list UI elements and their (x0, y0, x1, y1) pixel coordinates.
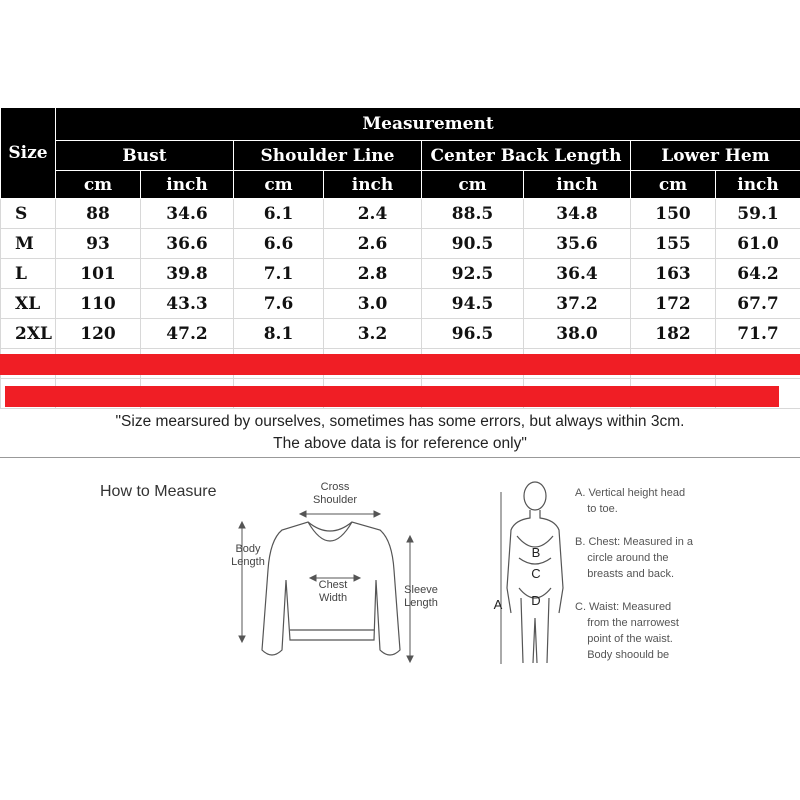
how-to-measure-title: How to Measure (100, 483, 217, 500)
value-cell: 34.6 (141, 199, 234, 229)
group-header-shoulder-line: Shoulder Line (234, 141, 422, 171)
value-cell: 8.1 (234, 319, 324, 349)
redaction-bar (5, 386, 779, 407)
value-cell: 36.4 (524, 259, 631, 289)
value-cell: 155 (631, 229, 716, 259)
value-cell: 92.5 (422, 259, 524, 289)
redaction-bar (0, 354, 800, 375)
value-cell: 90.5 (422, 229, 524, 259)
value-cell: 34.8 (524, 199, 631, 229)
group-header-center-back-length: Center Back Length (422, 141, 631, 171)
table-row (1, 199, 800, 229)
value-cell: 37.2 (524, 289, 631, 319)
sleeve-length-label: Sleeve Length (404, 584, 438, 609)
measurement-header: Measurement (56, 108, 800, 141)
description-a: A. Vertical height head to toe. (575, 487, 686, 515)
value-cell: 35.6 (524, 229, 631, 259)
unit-header: cm (422, 171, 524, 199)
value-cell: 7.6 (234, 289, 324, 319)
disclaimer-line-1: "Size mearsured by ourselves, sometimes has some errors, but always within 3cm. (115, 413, 685, 430)
unit-header: cm (234, 171, 324, 199)
table-row (1, 289, 800, 319)
size-cell: M (1, 229, 56, 259)
unit-header: inch (324, 171, 422, 199)
value-cell: 88.5 (422, 199, 524, 229)
unit-header: cm (631, 171, 716, 199)
value-cell: 61.0 (716, 229, 800, 259)
value-cell: 6.1 (234, 199, 324, 229)
value-cell: 38.0 (524, 319, 631, 349)
letter-c: C (531, 566, 541, 581)
value-cell: 93 (56, 229, 141, 259)
value-cell: 88 (56, 199, 141, 229)
letter-b: B (531, 545, 541, 560)
size-cell: 2XL (1, 319, 56, 349)
value-cell: 94.5 (422, 289, 524, 319)
table-row (1, 229, 800, 259)
size-header: Size (1, 108, 56, 199)
value-cell: 182 (631, 319, 716, 349)
value-cell: 101 (56, 259, 141, 289)
description-c: C. Waist: Measured from the narrowest point of the waist. Body shoould be (575, 601, 679, 661)
value-cell: 2.8 (324, 259, 422, 289)
value-cell: 67.7 (716, 289, 800, 319)
value-cell: 71.7 (716, 319, 800, 349)
group-header-bust: Bust (56, 141, 234, 171)
value-cell: 3.2 (324, 319, 422, 349)
size-table-body (1, 199, 800, 409)
size-cell: L (1, 259, 56, 289)
cross-shoulder-label: Cross Shoulder (312, 481, 358, 506)
unit-header: cm (56, 171, 141, 199)
disclaimer-line-2: The above data is for reference only" (273, 435, 527, 452)
value-cell: 150 (631, 199, 716, 229)
value-cell: 172 (631, 289, 716, 319)
value-cell: 36.6 (141, 229, 234, 259)
unit-header: inch (524, 171, 631, 199)
value-cell: 3.0 (324, 289, 422, 319)
letter-a: A (493, 597, 503, 612)
unit-header: inch (141, 171, 234, 199)
chest-width-label: Chest Width (318, 579, 348, 604)
value-cell: 2.4 (324, 199, 422, 229)
body-length-label: Body Length (231, 543, 265, 568)
value-cell: 110 (56, 289, 141, 319)
unit-header: inch (716, 171, 800, 199)
description-b: B. Chest: Measured in a circle around the breasts and back. (575, 536, 694, 580)
table-row (1, 319, 800, 349)
size-cell: S (1, 199, 56, 229)
value-cell: 43.3 (141, 289, 234, 319)
value-cell: 2.6 (324, 229, 422, 259)
size-cell: XL (1, 289, 56, 319)
value-cell: 47.2 (141, 319, 234, 349)
value-cell: 64.2 (716, 259, 800, 289)
table-row (1, 259, 800, 289)
value-cell: 59.1 (716, 199, 800, 229)
value-cell: 39.8 (141, 259, 234, 289)
value-cell: 120 (56, 319, 141, 349)
section-divider (0, 457, 800, 458)
letter-d: D (531, 593, 541, 608)
value-cell: 96.5 (422, 319, 524, 349)
value-cell: 163 (631, 259, 716, 289)
group-header-lower-hem: Lower Hem (631, 141, 800, 171)
value-cell: 6.6 (234, 229, 324, 259)
value-cell: 7.1 (234, 259, 324, 289)
